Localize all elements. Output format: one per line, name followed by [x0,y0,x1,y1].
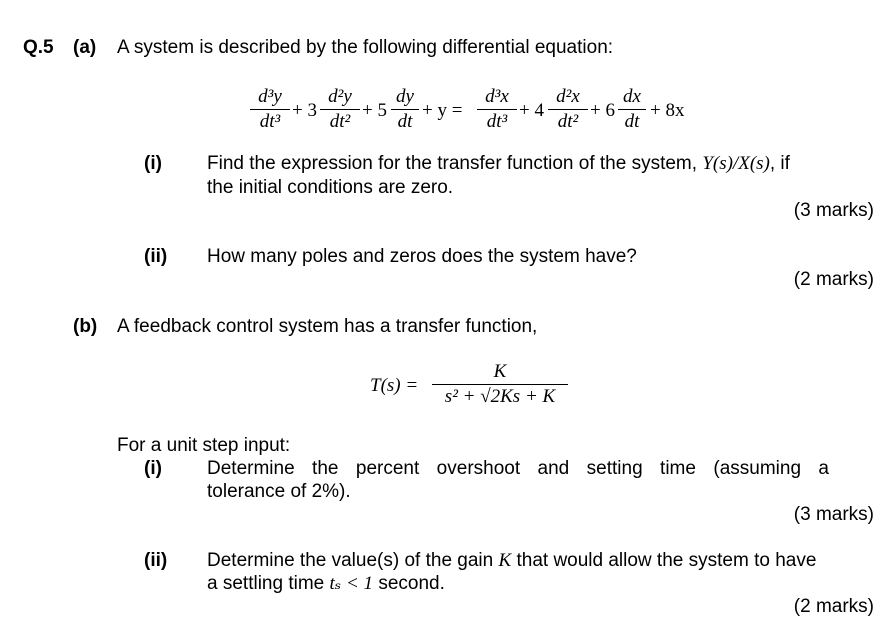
question-number: Q.5 [23,37,54,58]
eq-term-dx-den: dt [624,111,640,133]
part-b-ii-line2-pre: a settling time [207,573,325,594]
settling-time-condition: tₛ < 1 [329,573,374,594]
eq-term-d3y-den: dt³ [259,111,281,133]
eq-term-d3x-den: dt³ [486,111,508,133]
step-input-intro: For a unit step input: [117,435,291,456]
part-b-i-label: (i) [144,458,162,479]
part-b-ii-line1-pre: Determine the value(s) of the gain [207,550,494,571]
eq-op-1: + 3 [292,100,317,121]
part-a-ii-label: (ii) [144,246,168,267]
part-a-i-marks: (3 marks) [793,200,874,221]
eq-term-d2x-den: dt² [557,111,579,133]
eq-op-6: + 8x [650,100,685,121]
eq-term-d3y-num: d³y [258,86,282,107]
transfer-function-expr: Y(s)/X(s) [702,153,770,174]
part-a-intro: A system is described by the following differential equation: [117,37,614,58]
part-b-ii-line2-post: second. [378,573,445,594]
tf-numerator: K [493,361,507,382]
part-b-i-line2: tolerance of 2%). [207,481,351,502]
eq-term-dy [391,87,419,132]
part-a-i-line2: the initial conditions are zero. [207,177,454,198]
part-b-label: (b) [73,316,98,337]
eq-term-d3x-num: d³x [485,86,509,107]
gain-k: K [498,550,512,571]
part-a-i-line1-text: Find the expression for the transfer function of the system, [207,153,698,174]
eq-term-d2y-den: dt² [329,111,351,133]
part-a-ii-text: How many poles and zeros does the system have? [207,246,637,267]
eq-term-d3y [250,87,290,132]
eq-term-d2y [320,87,360,132]
eq-op-5: + 6 [590,100,615,121]
part-b-i-marks: (3 marks) [793,504,874,525]
part-b-i-line1: Determine the percent overshoot and setting time (assuming a [207,458,829,479]
eq-term-d2x [548,87,588,132]
part-b-ii-marks: (2 marks) [793,596,874,617]
part-a-i-line1-post: , if [769,153,790,174]
eq-term-dx [618,87,646,132]
part-a-i-line1 [207,153,790,176]
eq-op-4: + 4 [519,100,544,121]
tf-lhs-text: T(s) = [370,375,419,396]
eq-term-dy-num: dy [396,86,414,107]
part-b-ii-label: (ii) [144,550,168,571]
part-b-intro: A feedback control system has a transfer function, [117,316,538,337]
tf-fraction [432,362,568,407]
eq-op-3: + y = [422,100,463,121]
part-b-ii-line1 [207,550,816,573]
eq-op-2: + 5 [362,100,387,121]
tf-lhs [370,376,418,396]
eq-term-d3x [477,87,517,132]
part-a-ii-marks: (2 marks) [793,269,874,290]
eq-term-d2x-num: d²x [556,86,580,107]
part-b-ii-line2 [207,573,445,596]
tf-denominator: s² + √2Ks + K [444,386,556,408]
part-a-label: (a) [73,37,97,58]
eq-term-dy-den: dt [397,111,413,133]
part-a-i-label: (i) [144,153,162,174]
eq-term-dx-num: dx [623,86,641,107]
eq-term-d2y-num: d²y [328,86,352,107]
part-b-ii-line1-post: that would allow the system to have [516,550,817,571]
